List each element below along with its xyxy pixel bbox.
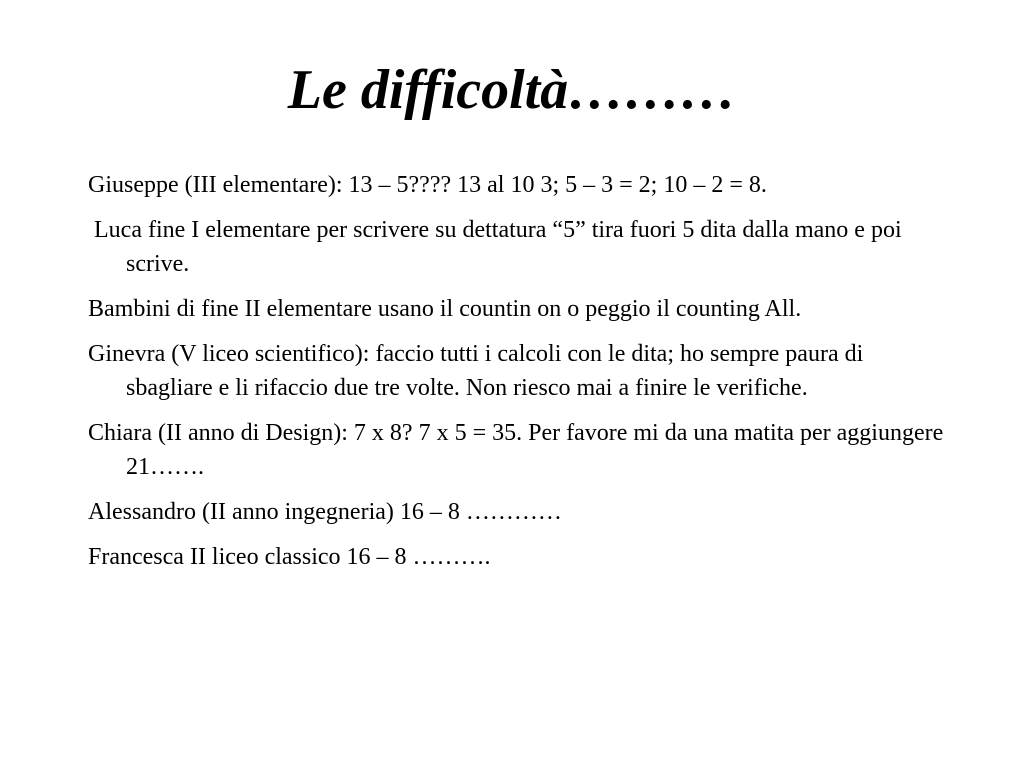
list-item-giuseppe: Giuseppe (III elementare): 13 – 5???? 13 al 10 3; 5 – 3 = 2; 10 – 2 = 8. xyxy=(88,172,767,198)
list-item-alessandro: Alessandro (II anno ingegneria) 16 – 8 ………… xyxy=(88,499,562,525)
list-item-francesca: Francesca II liceo classico 16 – 8 ………. xyxy=(88,544,491,570)
list-item-ginevra: Ginevra (V liceo scientifico): faccio tutti i calcoli con le dita; ho sempre paura di sbagliare e li rifaccio due tre volte. Non riesco mai a finire le verifiche. xyxy=(88,341,864,401)
slide-title: Le difficoltà……… xyxy=(287,59,737,121)
list-item-chiara: Chiara (II anno di Design): 7 x 8? 7 x 5 = 35. Per favore mi da una matita per aggiungere 21……. xyxy=(88,420,944,480)
list-item-bambini: Bambini di fine II elementare usano il countin on o peggio il counting All. xyxy=(88,296,802,322)
list-item-luca: Luca fine I elementare per scrivere su dettatura “5” tira fuori 5 dita dalla mano e poi scrive. xyxy=(88,217,908,277)
bullet-list xyxy=(88,168,948,585)
